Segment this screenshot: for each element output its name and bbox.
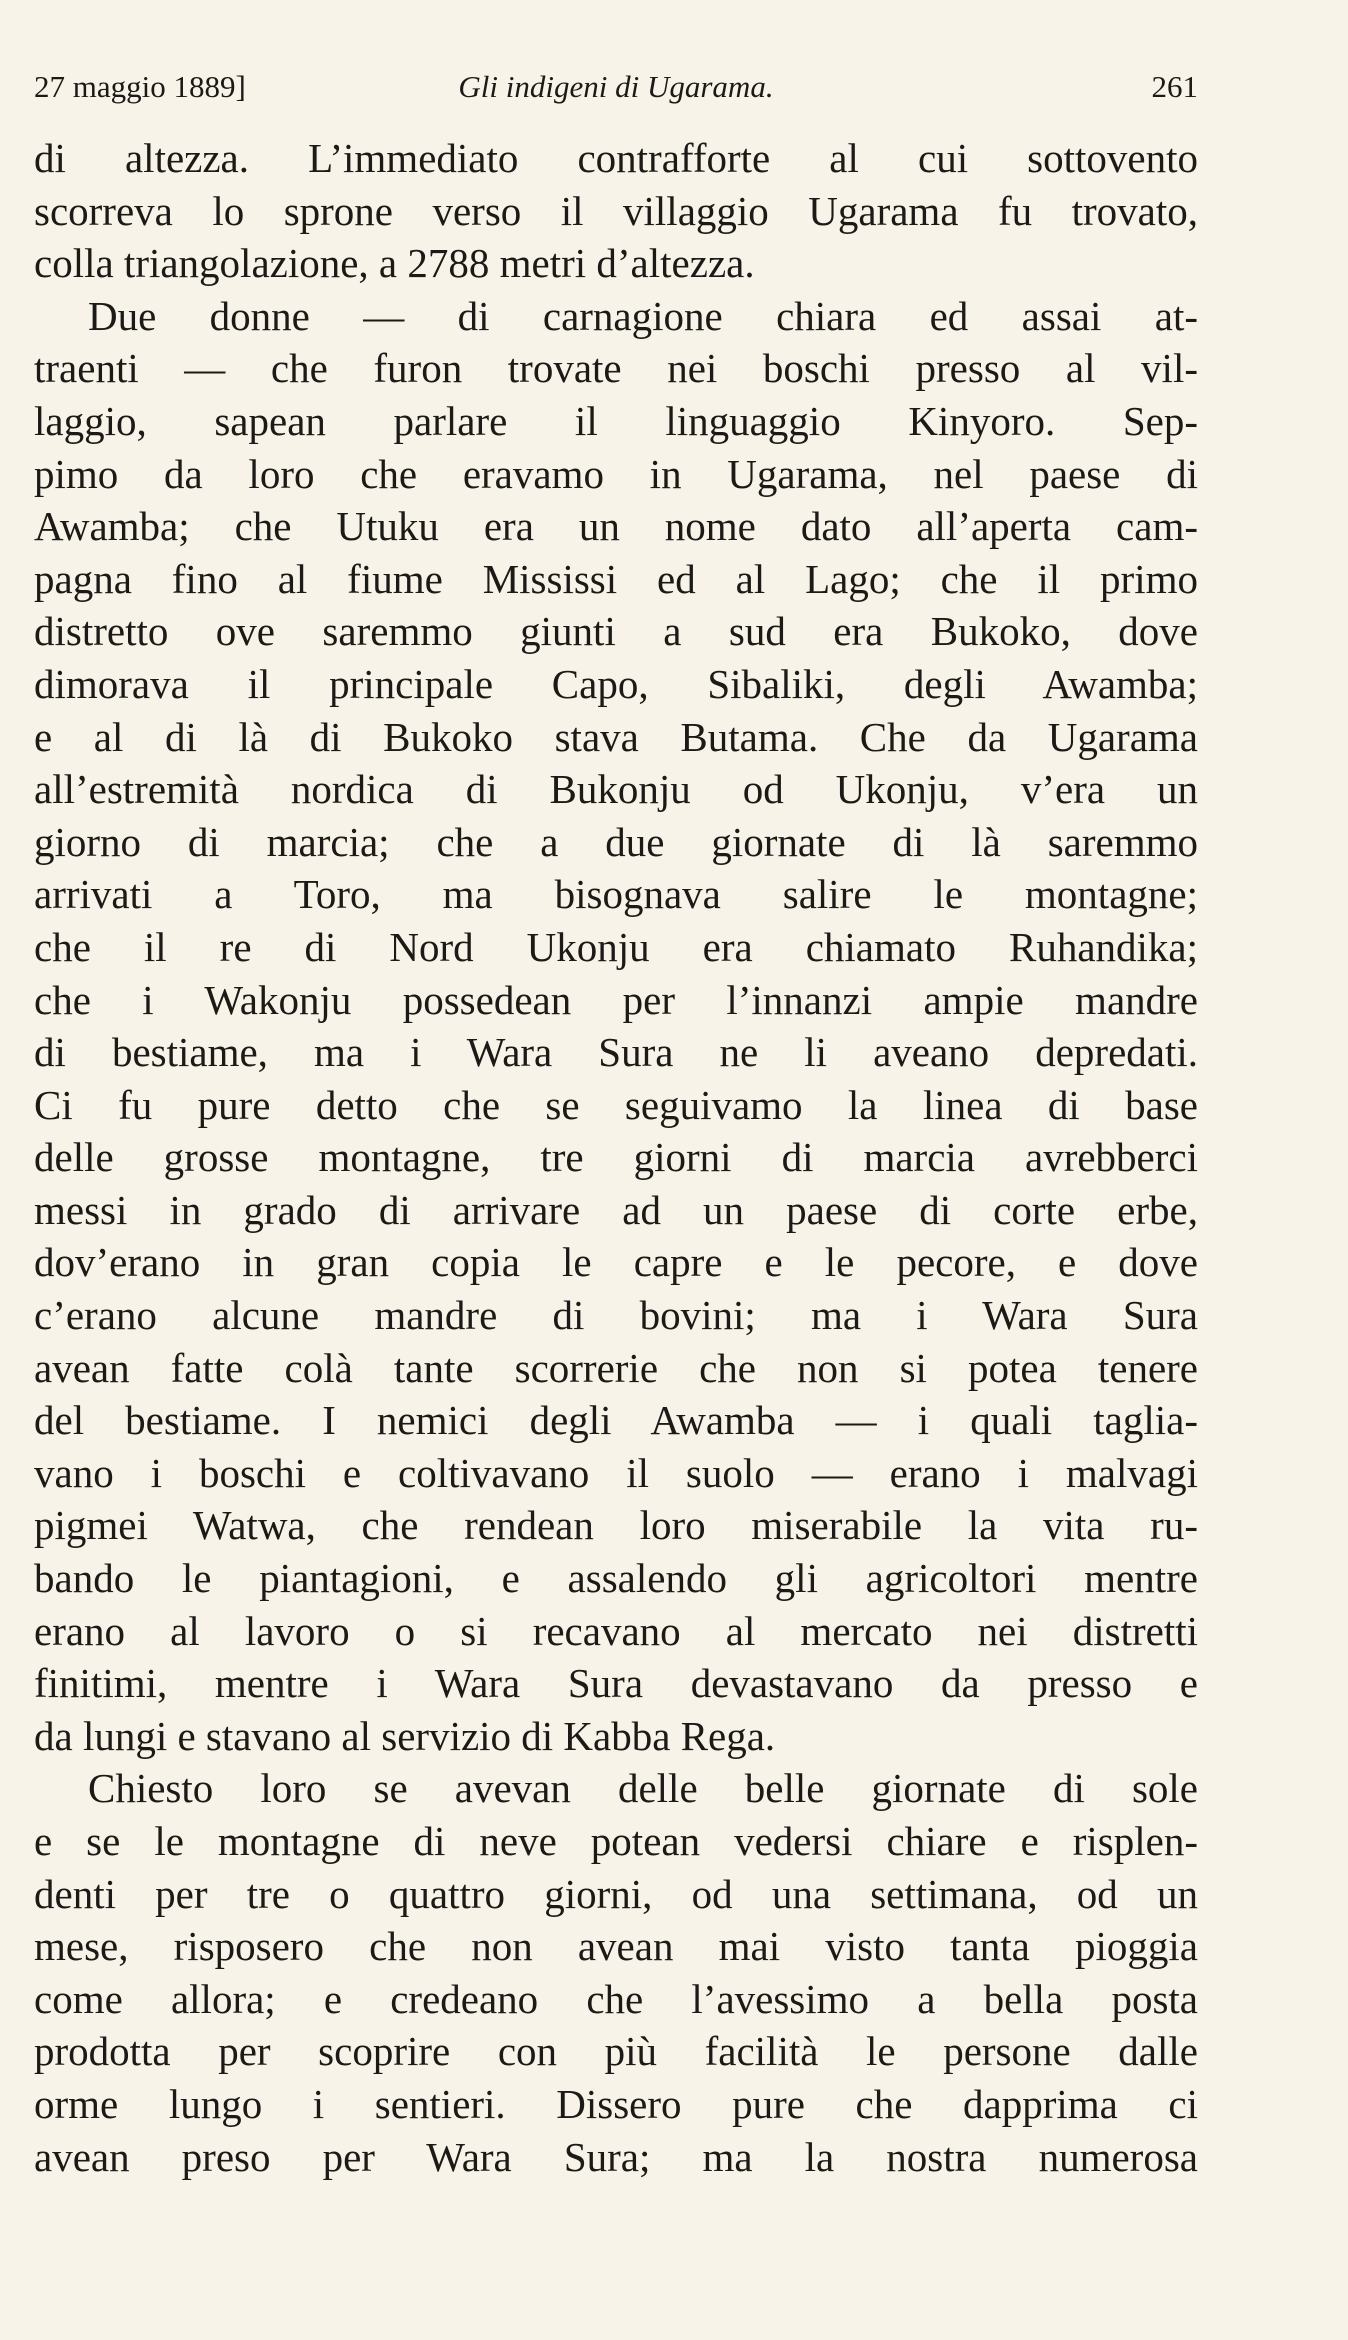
page-number: 261 [1151,69,1198,104]
text-line: orme lungo i sentieri. Dissero pure che dapprima ci [34,2080,1198,2127]
text-line: laggio, sapean parlare il linguaggio Kinyoro. Sep- [34,397,1198,444]
header-date: 27 maggio 1889] [34,69,246,104]
text-line: vano i boschi e coltivavano il suolo — erano i malvagi [34,1449,1198,1496]
text-line: traenti — che furon trovate nei boschi presso al vil- [34,345,1198,392]
text-line: dimorava il principale Capo, Sibaliki, degli Awamba; [34,660,1198,707]
text-line: di altezza. L’immediato contrafforte al cui sottovento [34,135,1198,181]
header-title: Gli indigeni di Ugarama. [458,69,774,104]
text-line: colla triangolazione, a 2788 metri d’altezza. [34,240,755,287]
text-line: Ci fu pure detto che se seguivamo la linea di base [34,1081,1198,1128]
text-line: e se le montagne di neve potean vedersi chiare e risplen- [34,1818,1198,1864]
text-line: finitimi, mentre i Wara Sura devastavano da presso e [34,1660,1198,1707]
text-line: erano al lavoro o si recavano al mercato nei distretti [34,1607,1198,1654]
text-line: pagna fino al fiume Mississi ed al Lago; che il primo [34,555,1198,602]
text-line: e al di là di Bukoko stava Butama. Che da Ugarama [34,713,1198,760]
text-line: prodotta per scoprire con più facilità le persone dalle [34,2028,1198,2075]
running-header [34,62,1198,112]
text-line: come allora; e credeano che l’avessimo a bella posta [34,1975,1198,2022]
text-line: avean fatte colà tante scorrerie che non si potea tenere [34,1344,1198,1391]
text-line: da lungi e stavano al servizio di Kabba Rega. [34,1712,776,1759]
text-line: che il re di Nord Ukonju era chiamato Ruhandika; [34,923,1198,970]
text-line: di bestiame, ma i Wara Sura ne li aveano depredati. [34,1029,1198,1076]
text-line: del bestiame. I nemici degli Awamba — i quali taglia- [34,1397,1198,1444]
text-line: scorreva lo sprone verso il villaggio Ugarama fu trovato, [34,187,1198,234]
text-line: dov’erano in gran copia le capre e le pecore, e dove [34,1239,1198,1286]
text-line: giorno di marcia; che a due giornate di là saremmo [34,818,1198,865]
text-line: pigmei Watwa, che rendean loro miserabile la vita ru- [34,1502,1198,1549]
text-line: bando le piantagioni, e assalendo gli agricoltori mentre [34,1555,1198,1602]
text-line: delle grosse montagne, tre giorni di marcia avrebberci [34,1134,1198,1181]
text-line: c’erano alcune mandre di bovini; ma i Wara Sura [34,1292,1198,1339]
text-line: Chiesto loro se avevan delle belle giornate di sole [88,1765,1198,1812]
text-line: Awamba; che Utuku era un nome dato all’aperta cam- [34,503,1198,550]
text-line: arrivati a Toro, ma bisognava salire le montagne; [34,871,1198,918]
text-line: pimo da loro che eravamo in Ugarama, nel paese di [34,450,1198,497]
text-line: avean preso per Wara Sura; ma la nostra numerosa [34,2133,1198,2180]
body-text [34,132,1198,2183]
text-line: messi in grado di arrivare ad un paese di corte erbe, [34,1186,1198,1233]
text-line: distretto ove saremmo giunti a sud era Bukoko, dove [34,608,1198,655]
text-line: all’estremità nordica di Bukonju od Ukonju, v’era un [34,766,1198,813]
text-line: mese, risposero che non avean mai visto tanta pioggia [34,1923,1198,1970]
text-line: che i Wakonju possedean per l’innanzi ampie mandre [34,976,1198,1023]
text-line: denti per tre o quattro giorni, od una settimana, od un [34,1870,1198,1917]
text-line: Due donne — di carnagione chiara ed assai at- [88,292,1198,339]
